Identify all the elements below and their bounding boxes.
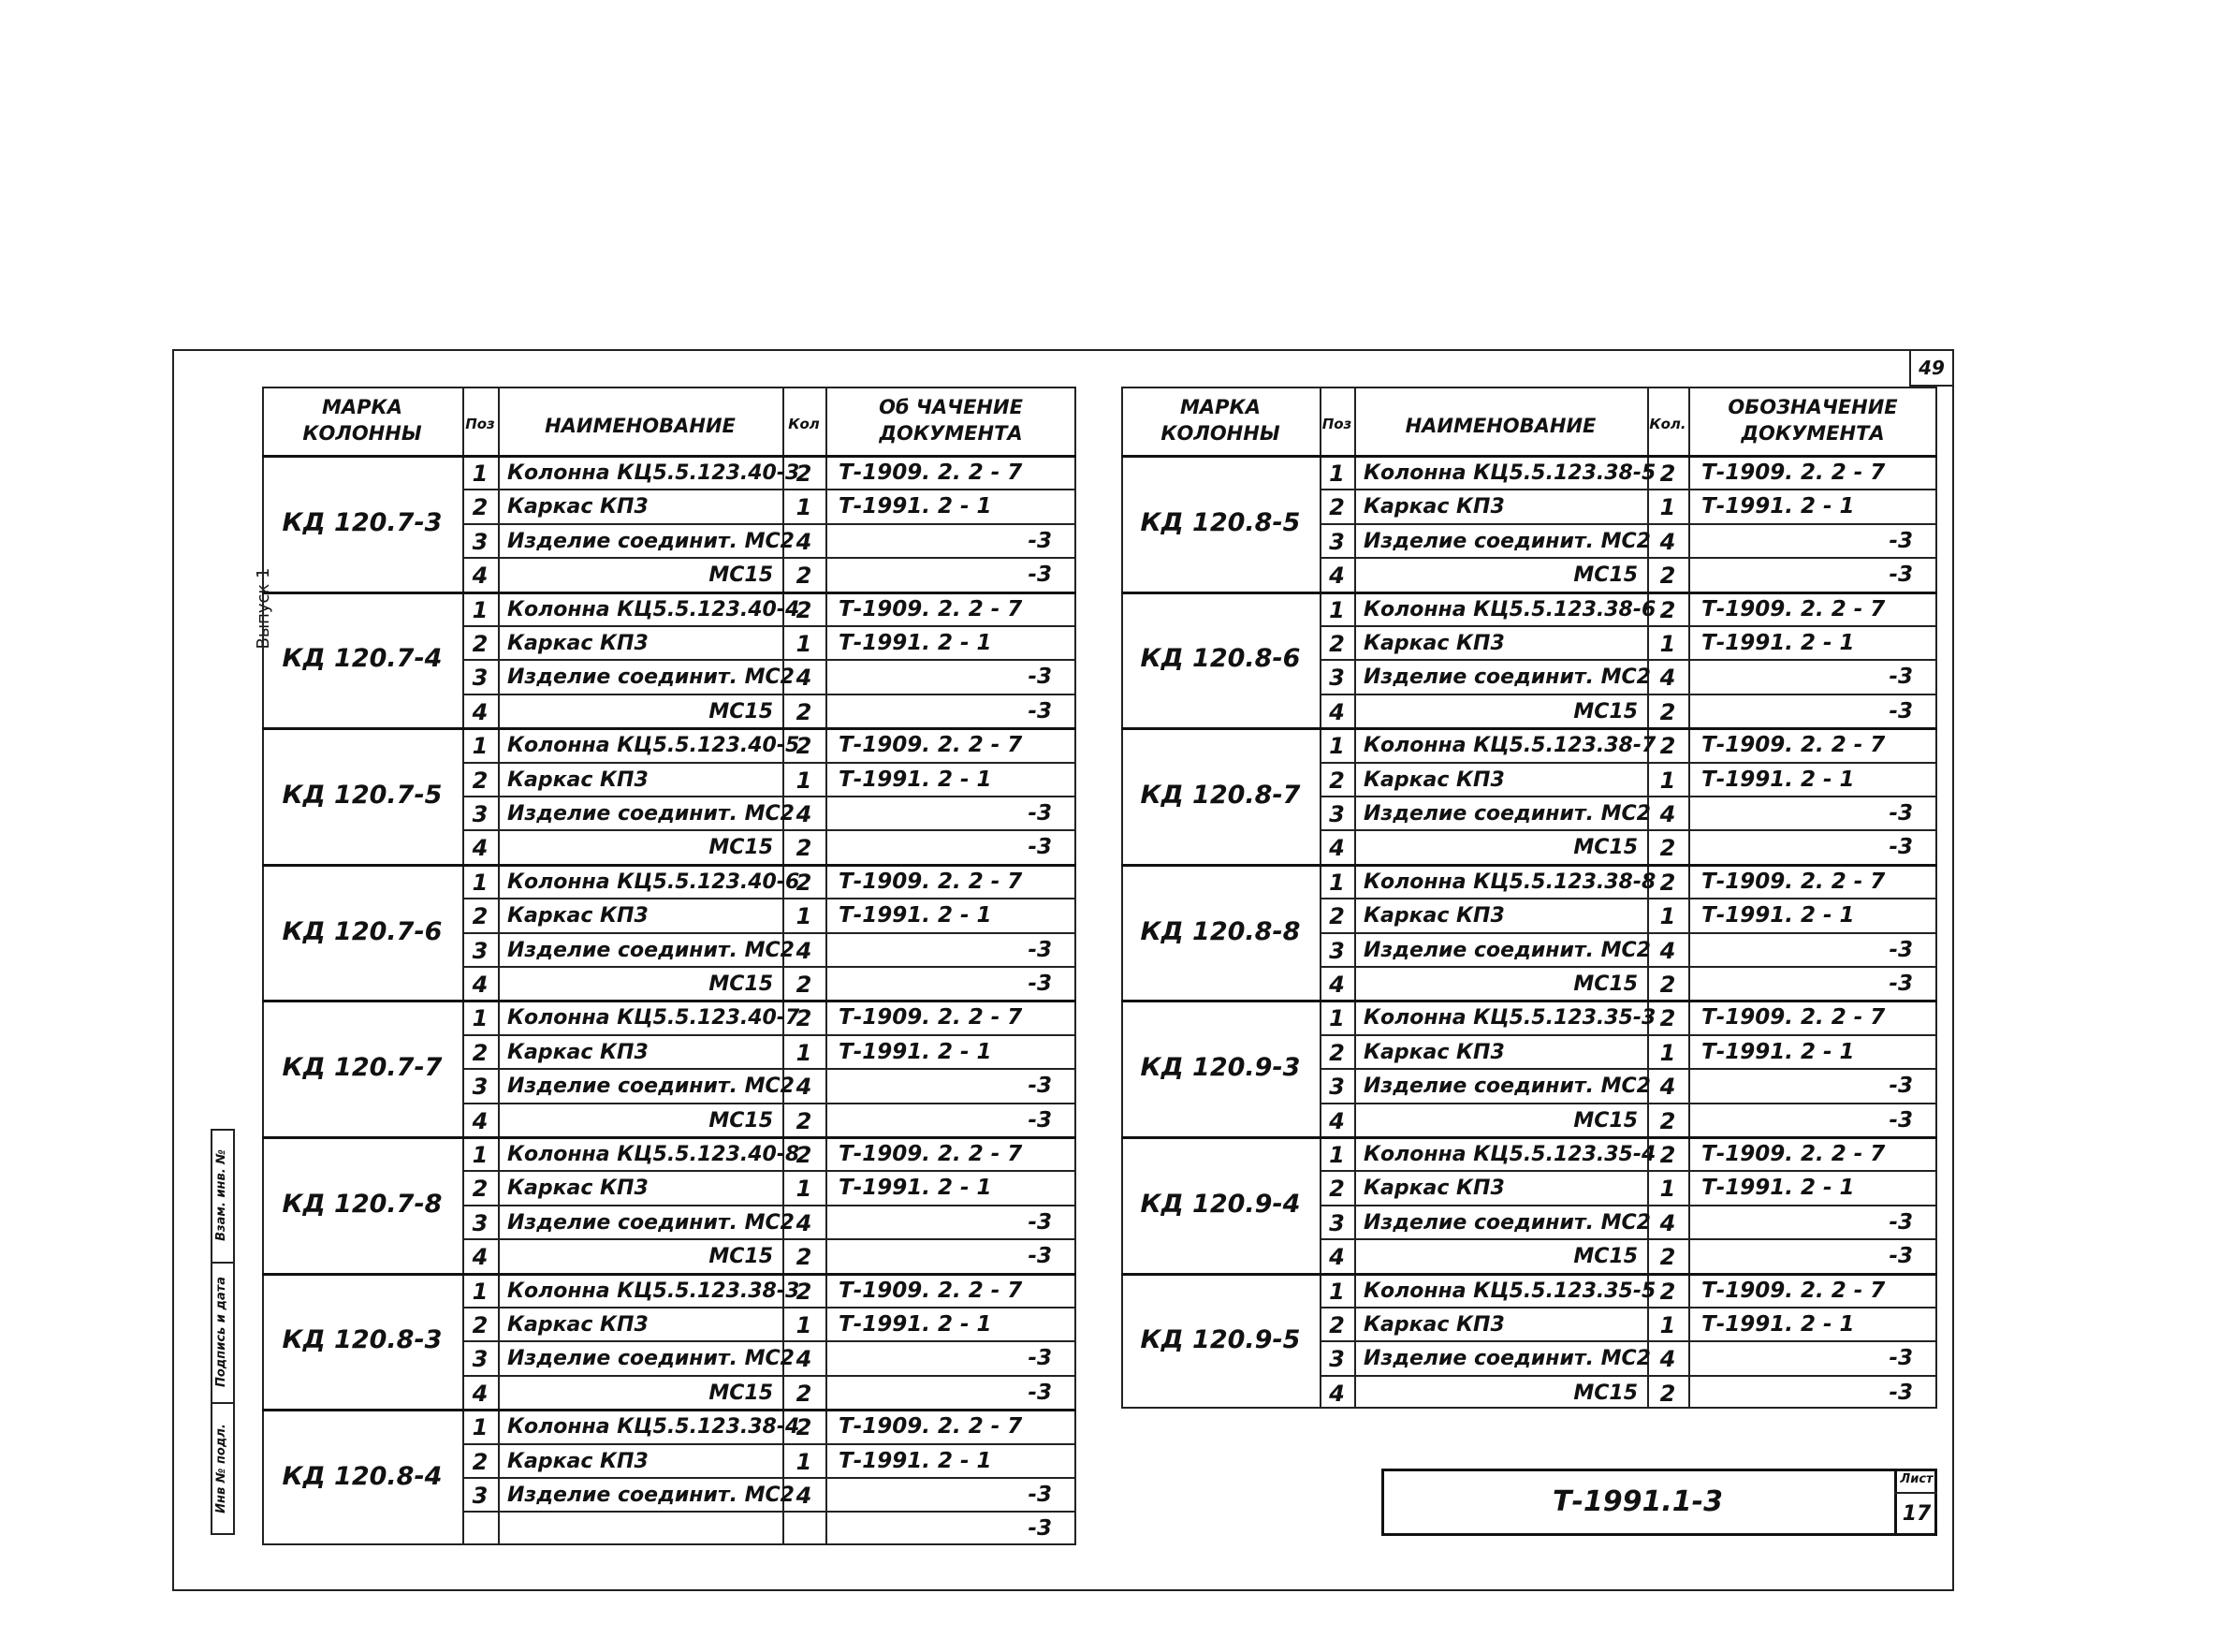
row-document: Т-1991. 2 - 1 [1701, 903, 1855, 928]
column-mark: КД 120.8-3 [282, 1325, 443, 1355]
row-document: -3 [1028, 528, 1052, 553]
row-name: МС15 [708, 563, 773, 588]
row-document: Т-1909. 2. 2 - 7 [1701, 1278, 1886, 1303]
row-document: -3 [1889, 528, 1913, 553]
row-position: 2 [1329, 494, 1345, 521]
row-document: -3 [1028, 563, 1052, 588]
document-designation: Т-1991.1-3 [1552, 1485, 1723, 1518]
row-document: -3 [1889, 1380, 1913, 1405]
row-position: 3 [1329, 801, 1345, 827]
column-mark: КД 120.7-8 [282, 1189, 443, 1219]
row-quantity: 1 [795, 903, 812, 930]
row-document: Т-1909. 2. 2 - 7 [839, 1414, 1023, 1440]
right-header-doc: ОБОЗНАЧЕНИЕ ДОКУМЕНТА [1728, 396, 1898, 446]
row-name: МС15 [1573, 1381, 1638, 1405]
row-document: -3 [1028, 1107, 1052, 1133]
row-position: 1 [1329, 1005, 1345, 1032]
column-mark: КД 120.8-6 [1140, 644, 1301, 674]
right-header-pos: Поз [1321, 416, 1352, 432]
row-name: МС15 [708, 836, 773, 860]
row-name: Изделие соединит. МС2 [1364, 1075, 1651, 1099]
row-position: 3 [472, 1483, 489, 1509]
row-position: 1 [1329, 869, 1345, 896]
row-name: Колонна КЦ5.5.123.40-8 [507, 1143, 800, 1166]
row-quantity: 2 [795, 1107, 812, 1134]
row-position: 2 [1329, 767, 1345, 794]
row-quantity: 2 [1659, 1107, 1676, 1134]
row-name: Каркас КП3 [507, 1449, 649, 1473]
row-name: Колонна КЦ5.5.123.38-3 [507, 1279, 800, 1303]
row-quantity: 4 [795, 937, 812, 964]
row-document: -3 [1028, 1483, 1052, 1507]
column-mark: КД 120.9-5 [1140, 1325, 1301, 1355]
row-quantity: 2 [795, 461, 812, 487]
column-mark: КД 120.8-7 [1140, 781, 1301, 810]
row-position: 1 [1329, 596, 1345, 623]
row-position: 2 [472, 1176, 489, 1203]
row-document: Т-1991. 2 - 1 [839, 1448, 992, 1473]
row-name: Изделие соединит. МС2 [1364, 802, 1651, 826]
row-document: Т-1909. 2. 2 - 7 [1701, 733, 1886, 758]
column-mark: КД 120.8-4 [282, 1462, 443, 1491]
row-position: 2 [1329, 631, 1345, 657]
row-document: -3 [1028, 1380, 1052, 1405]
row-name: Колонна КЦ5.5.123.40-3 [507, 461, 800, 485]
row-quantity: 1 [795, 494, 812, 521]
row-name: Колонна КЦ5.5.123.40-7 [507, 1006, 800, 1031]
row-document: -3 [1028, 698, 1052, 724]
row-position: 1 [472, 596, 489, 623]
row-position: 4 [472, 835, 489, 862]
row-name: Колонна КЦ5.5.123.35-4 [1364, 1143, 1657, 1166]
row-quantity: 2 [795, 563, 812, 590]
row-position: 2 [472, 1448, 489, 1475]
row-position: 4 [1329, 1107, 1345, 1134]
row-quantity: 1 [795, 1312, 812, 1338]
row-position: 2 [1329, 1039, 1345, 1066]
row-document: Т-1991. 2 - 1 [839, 631, 992, 655]
row-document: Т-1909. 2. 2 - 7 [839, 869, 1023, 894]
row-name: Каркас КП3 [1364, 768, 1505, 792]
row-document: Т-1991. 2 - 1 [839, 903, 992, 928]
row-document: -3 [1028, 835, 1052, 860]
row-quantity: 4 [1659, 1346, 1676, 1373]
row-name: Каркас КП3 [507, 495, 649, 519]
row-quantity: 4 [1659, 1209, 1676, 1236]
row-name: Изделие соединит. МС2 [507, 1347, 795, 1371]
row-document: Т-1991. 2 - 1 [839, 767, 992, 792]
row-document: Т-1909. 2. 2 - 7 [839, 461, 1023, 485]
row-position: 2 [1329, 903, 1345, 930]
row-document: -3 [1889, 835, 1913, 860]
row-name: МС15 [708, 699, 773, 724]
row-name: Каркас КП3 [1364, 1177, 1505, 1201]
row-quantity: 1 [1659, 494, 1676, 521]
row-position: 4 [472, 972, 489, 998]
row-quantity: 2 [795, 835, 812, 862]
row-name: Изделие соединит. МС2 [1364, 1210, 1651, 1235]
row-name: Каркас КП3 [507, 768, 649, 792]
column-mark: КД 120.7-4 [282, 644, 443, 674]
row-quantity: 2 [1659, 972, 1676, 998]
right-header-mark: МАРКА КОЛОННЫ [1160, 396, 1280, 446]
row-name: Колонна КЦ5.5.123.38-8 [1364, 870, 1657, 894]
row-name: Изделие соединит. МС2 [507, 665, 795, 690]
row-quantity: 1 [795, 1039, 812, 1066]
row-quantity: 2 [795, 1005, 812, 1032]
row-name: Каркас КП3 [1364, 1040, 1505, 1064]
row-document: -3 [1889, 937, 1913, 962]
row-quantity: 2 [1659, 869, 1676, 896]
row-document: Т-1909. 2. 2 - 7 [1701, 869, 1886, 894]
right-header-qty: Кол. [1649, 416, 1686, 432]
row-document: -3 [1889, 1074, 1913, 1099]
row-position: 3 [472, 937, 489, 964]
row-position: 1 [472, 1414, 489, 1441]
row-position: 3 [472, 1346, 489, 1373]
left-header-mark: МАРКА КОЛОННЫ [302, 396, 422, 446]
row-quantity: 4 [1659, 528, 1676, 555]
row-position: 2 [472, 767, 489, 794]
row-document: Т-1909. 2. 2 - 7 [1701, 1142, 1886, 1166]
row-name: Изделие соединит. МС2 [1364, 1347, 1651, 1371]
row-position: 4 [1329, 1244, 1345, 1271]
row-name: МС15 [708, 1108, 773, 1133]
row-quantity: 1 [1659, 767, 1676, 794]
row-quantity: 2 [795, 1380, 812, 1407]
row-position: 3 [1329, 665, 1345, 692]
row-document: Т-1909. 2. 2 - 7 [839, 1142, 1023, 1166]
row-quantity: 2 [1659, 596, 1676, 623]
right-header-name: НАИМЕНОВАНИЕ [1405, 415, 1597, 437]
row-position: 1 [1329, 1142, 1345, 1168]
row-position: 1 [472, 869, 489, 896]
row-position: 3 [472, 1209, 489, 1236]
row-position: 4 [1329, 698, 1345, 725]
row-quantity: 2 [795, 1414, 812, 1441]
row-position: 4 [472, 1380, 489, 1407]
row-name: МС15 [1573, 972, 1638, 996]
row-name: Колонна КЦ5.5.123.40-6 [507, 870, 800, 894]
row-name: Колонна КЦ5.5.123.35-5 [1364, 1279, 1657, 1303]
row-document: -3 [1889, 801, 1913, 826]
row-document: -3 [1028, 801, 1052, 826]
row-document: Т-1991. 2 - 1 [1701, 1312, 1855, 1337]
row-quantity: 4 [795, 528, 812, 555]
row-quantity: 1 [1659, 1176, 1676, 1203]
row-name: Колонна КЦ5.5.123.35-3 [1364, 1006, 1657, 1031]
row-position: 2 [1329, 1312, 1345, 1338]
column-mark: КД 120.8-5 [1140, 507, 1301, 537]
row-position: 4 [472, 563, 489, 590]
row-document: Т-1909. 2. 2 - 7 [839, 596, 1023, 621]
row-document: Т-1909. 2. 2 - 7 [839, 733, 1023, 758]
row-name: Изделие соединит. МС2 [507, 802, 795, 826]
row-position: 1 [472, 461, 489, 487]
row-document: -3 [1889, 665, 1913, 690]
row-quantity: 1 [1659, 903, 1676, 930]
row-quantity: 2 [1659, 1278, 1676, 1305]
row-document: -3 [1028, 1516, 1052, 1542]
row-position: 4 [1329, 972, 1345, 998]
row-quantity: 1 [1659, 1039, 1676, 1066]
row-document: -3 [1028, 1074, 1052, 1099]
binding-label-3: Инв № подл. [214, 1424, 228, 1513]
row-position: 4 [1329, 563, 1345, 590]
row-quantity: 4 [795, 801, 812, 827]
row-name: Колонна КЦ5.5.123.40-5 [507, 734, 800, 758]
row-quantity: 4 [1659, 665, 1676, 692]
row-document: Т-1909. 2. 2 - 7 [1701, 461, 1886, 485]
row-name: МС15 [1573, 1108, 1638, 1133]
row-name: Изделие соединит. МС2 [507, 1210, 795, 1235]
row-position: 1 [472, 1278, 489, 1305]
column-mark: КД 120.9-4 [1140, 1189, 1301, 1219]
row-name: Каркас КП3 [507, 904, 649, 928]
row-document: Т-1991. 2 - 1 [839, 1176, 992, 1201]
row-document: Т-1991. 2 - 1 [1701, 494, 1855, 519]
row-quantity: 4 [795, 1074, 812, 1101]
binding-label-1: Взам. инв. № [214, 1149, 228, 1241]
row-document: Т-1909. 2. 2 - 7 [839, 1278, 1023, 1303]
row-position: 1 [1329, 733, 1345, 760]
row-quantity: 1 [1659, 631, 1676, 657]
column-mark: КД 120.7-7 [282, 1053, 443, 1083]
row-document: -3 [1028, 937, 1052, 962]
row-document: Т-1991. 2 - 1 [1701, 767, 1855, 792]
series-label: Выпуск 1 [254, 567, 273, 650]
top-sheet-number: 49 [1919, 357, 1945, 379]
left-header-qty: Кол [788, 416, 820, 432]
column-mark: КД 120.8-8 [1140, 916, 1301, 946]
row-name: Каркас КП3 [1364, 904, 1505, 928]
row-document: Т-1991. 2 - 1 [1701, 631, 1855, 655]
row-quantity: 2 [795, 596, 812, 623]
row-document: -3 [1889, 563, 1913, 588]
row-document: -3 [1028, 972, 1052, 996]
row-position: 2 [472, 1039, 489, 1066]
row-position: 3 [1329, 1209, 1345, 1236]
row-quantity: 2 [795, 869, 812, 896]
row-position: 4 [472, 1107, 489, 1134]
row-document: -3 [1889, 972, 1913, 996]
row-name: Каркас КП3 [1364, 495, 1505, 519]
row-document: -3 [1028, 665, 1052, 690]
row-name: МС15 [708, 972, 773, 996]
row-quantity: 1 [1659, 1312, 1676, 1338]
row-quantity: 4 [795, 1483, 812, 1509]
row-quantity: 4 [1659, 1074, 1676, 1101]
row-position: 1 [1329, 461, 1345, 487]
row-name: МС15 [1573, 1245, 1638, 1269]
row-position: 3 [1329, 937, 1345, 964]
row-name: Колонна КЦ5.5.123.38-7 [1364, 734, 1657, 758]
row-name: Изделие соединит. МС2 [507, 938, 795, 962]
row-name: Колонна КЦ5.5.123.38-5 [1364, 461, 1657, 485]
column-mark: КД 120.7-5 [282, 781, 443, 810]
row-document: -3 [1889, 1244, 1913, 1269]
row-quantity: 2 [1659, 835, 1676, 862]
row-quantity: 4 [795, 1209, 812, 1236]
row-position: 1 [472, 1005, 489, 1032]
row-quantity: 2 [795, 733, 812, 760]
row-quantity: 4 [795, 1346, 812, 1373]
row-position: 1 [472, 733, 489, 760]
row-document: Т-1991. 2 - 1 [839, 1312, 992, 1337]
row-document: Т-1991. 2 - 1 [839, 1039, 992, 1064]
row-quantity: 1 [795, 1176, 812, 1203]
row-document: -3 [1889, 1107, 1913, 1133]
sheet-label: Лист [1900, 1472, 1934, 1486]
row-name: МС15 [1573, 563, 1638, 588]
row-position: 2 [472, 903, 489, 930]
row-document: Т-1909. 2. 2 - 7 [1701, 1005, 1886, 1031]
row-document: Т-1909. 2. 2 - 7 [839, 1005, 1023, 1031]
row-position: 3 [1329, 1346, 1345, 1373]
row-document: Т-1991. 2 - 1 [839, 494, 992, 519]
column-mark: КД 120.7-6 [282, 916, 443, 946]
row-name: Изделие соединит. МС2 [507, 1075, 795, 1099]
row-name: МС15 [1573, 699, 1638, 724]
row-name: Изделие соединит. МС2 [1364, 529, 1651, 553]
row-quantity: 4 [1659, 801, 1676, 827]
row-name: Изделие соединит. МС2 [507, 1484, 795, 1507]
row-position: 3 [472, 801, 489, 827]
row-quantity: 2 [1659, 1244, 1676, 1271]
row-name: Каркас КП3 [1364, 632, 1505, 655]
row-position: 1 [1329, 1278, 1345, 1305]
row-quantity: 2 [795, 1278, 812, 1305]
row-position: 1 [472, 1142, 489, 1168]
row-document: Т-1909. 2. 2 - 7 [1701, 596, 1886, 621]
row-document: -3 [1889, 698, 1913, 724]
row-document: Т-1991. 2 - 1 [1701, 1039, 1855, 1064]
row-name: Колонна КЦ5.5.123.40-4 [507, 597, 800, 621]
row-position: 3 [472, 528, 489, 555]
left-header-doc: Об ЧАЧЕНИЕ ДОКУМЕНТА [879, 396, 1023, 446]
row-position: 4 [1329, 835, 1345, 862]
row-name: Каркас КП3 [507, 632, 649, 655]
row-position: 2 [1329, 1176, 1345, 1203]
column-mark: КД 120.9-3 [1140, 1053, 1301, 1083]
row-document: -3 [1889, 1209, 1913, 1235]
row-quantity: 2 [1659, 1005, 1676, 1032]
row-document: -3 [1028, 1346, 1052, 1371]
row-quantity: 2 [1659, 461, 1676, 487]
row-name: Изделие соединит. МС2 [507, 529, 795, 553]
row-name: Изделие соединит. МС2 [1364, 938, 1651, 962]
row-document: -3 [1889, 1346, 1913, 1371]
row-name: Колонна КЦ5.5.123.38-6 [1364, 597, 1657, 621]
row-name: МС15 [1573, 836, 1638, 860]
row-quantity: 2 [1659, 1142, 1676, 1168]
row-quantity: 1 [795, 631, 812, 657]
row-quantity: 2 [795, 1142, 812, 1168]
row-quantity: 2 [1659, 733, 1676, 760]
row-quantity: 2 [795, 972, 812, 998]
row-position: 4 [1329, 1380, 1345, 1407]
sheet-number: 17 [1902, 1502, 1932, 1526]
row-quantity: 1 [795, 767, 812, 794]
row-position: 3 [472, 1074, 489, 1101]
row-position: 2 [472, 1312, 489, 1338]
row-document: -3 [1028, 1209, 1052, 1235]
row-position: 2 [472, 494, 489, 521]
row-document: Т-1991. 2 - 1 [1701, 1176, 1855, 1201]
row-position: 3 [1329, 528, 1345, 555]
row-quantity: 2 [1659, 698, 1676, 725]
row-name: МС15 [708, 1381, 773, 1405]
row-name: Каркас КП3 [507, 1040, 649, 1064]
row-name: Колонна КЦ5.5.123.38-4 [507, 1415, 800, 1440]
row-position: 2 [472, 631, 489, 657]
left-header-pos: Поз [465, 416, 495, 432]
row-position: 3 [472, 665, 489, 692]
left-header-name: НАИМЕНОВАНИЕ [545, 415, 736, 437]
row-quantity: 2 [795, 1244, 812, 1271]
row-quantity: 1 [795, 1448, 812, 1475]
row-name: Каркас КП3 [507, 1177, 649, 1201]
row-quantity: 4 [795, 665, 812, 692]
column-mark: КД 120.7-3 [282, 507, 443, 537]
row-name: Каркас КП3 [507, 1313, 649, 1337]
row-quantity: 2 [1659, 1380, 1676, 1407]
row-position: 4 [472, 698, 489, 725]
row-document: -3 [1028, 1244, 1052, 1269]
row-quantity: 2 [795, 698, 812, 725]
row-position: 3 [1329, 1074, 1345, 1101]
row-name: МС15 [708, 1245, 773, 1269]
row-position: 4 [472, 1244, 489, 1271]
row-name: Каркас КП3 [1364, 1313, 1505, 1337]
binding-label-2: Подпись и дата [214, 1276, 228, 1388]
row-quantity: 2 [1659, 563, 1676, 590]
row-quantity: 4 [1659, 937, 1676, 964]
row-name: Изделие соединит. МС2 [1364, 665, 1651, 690]
